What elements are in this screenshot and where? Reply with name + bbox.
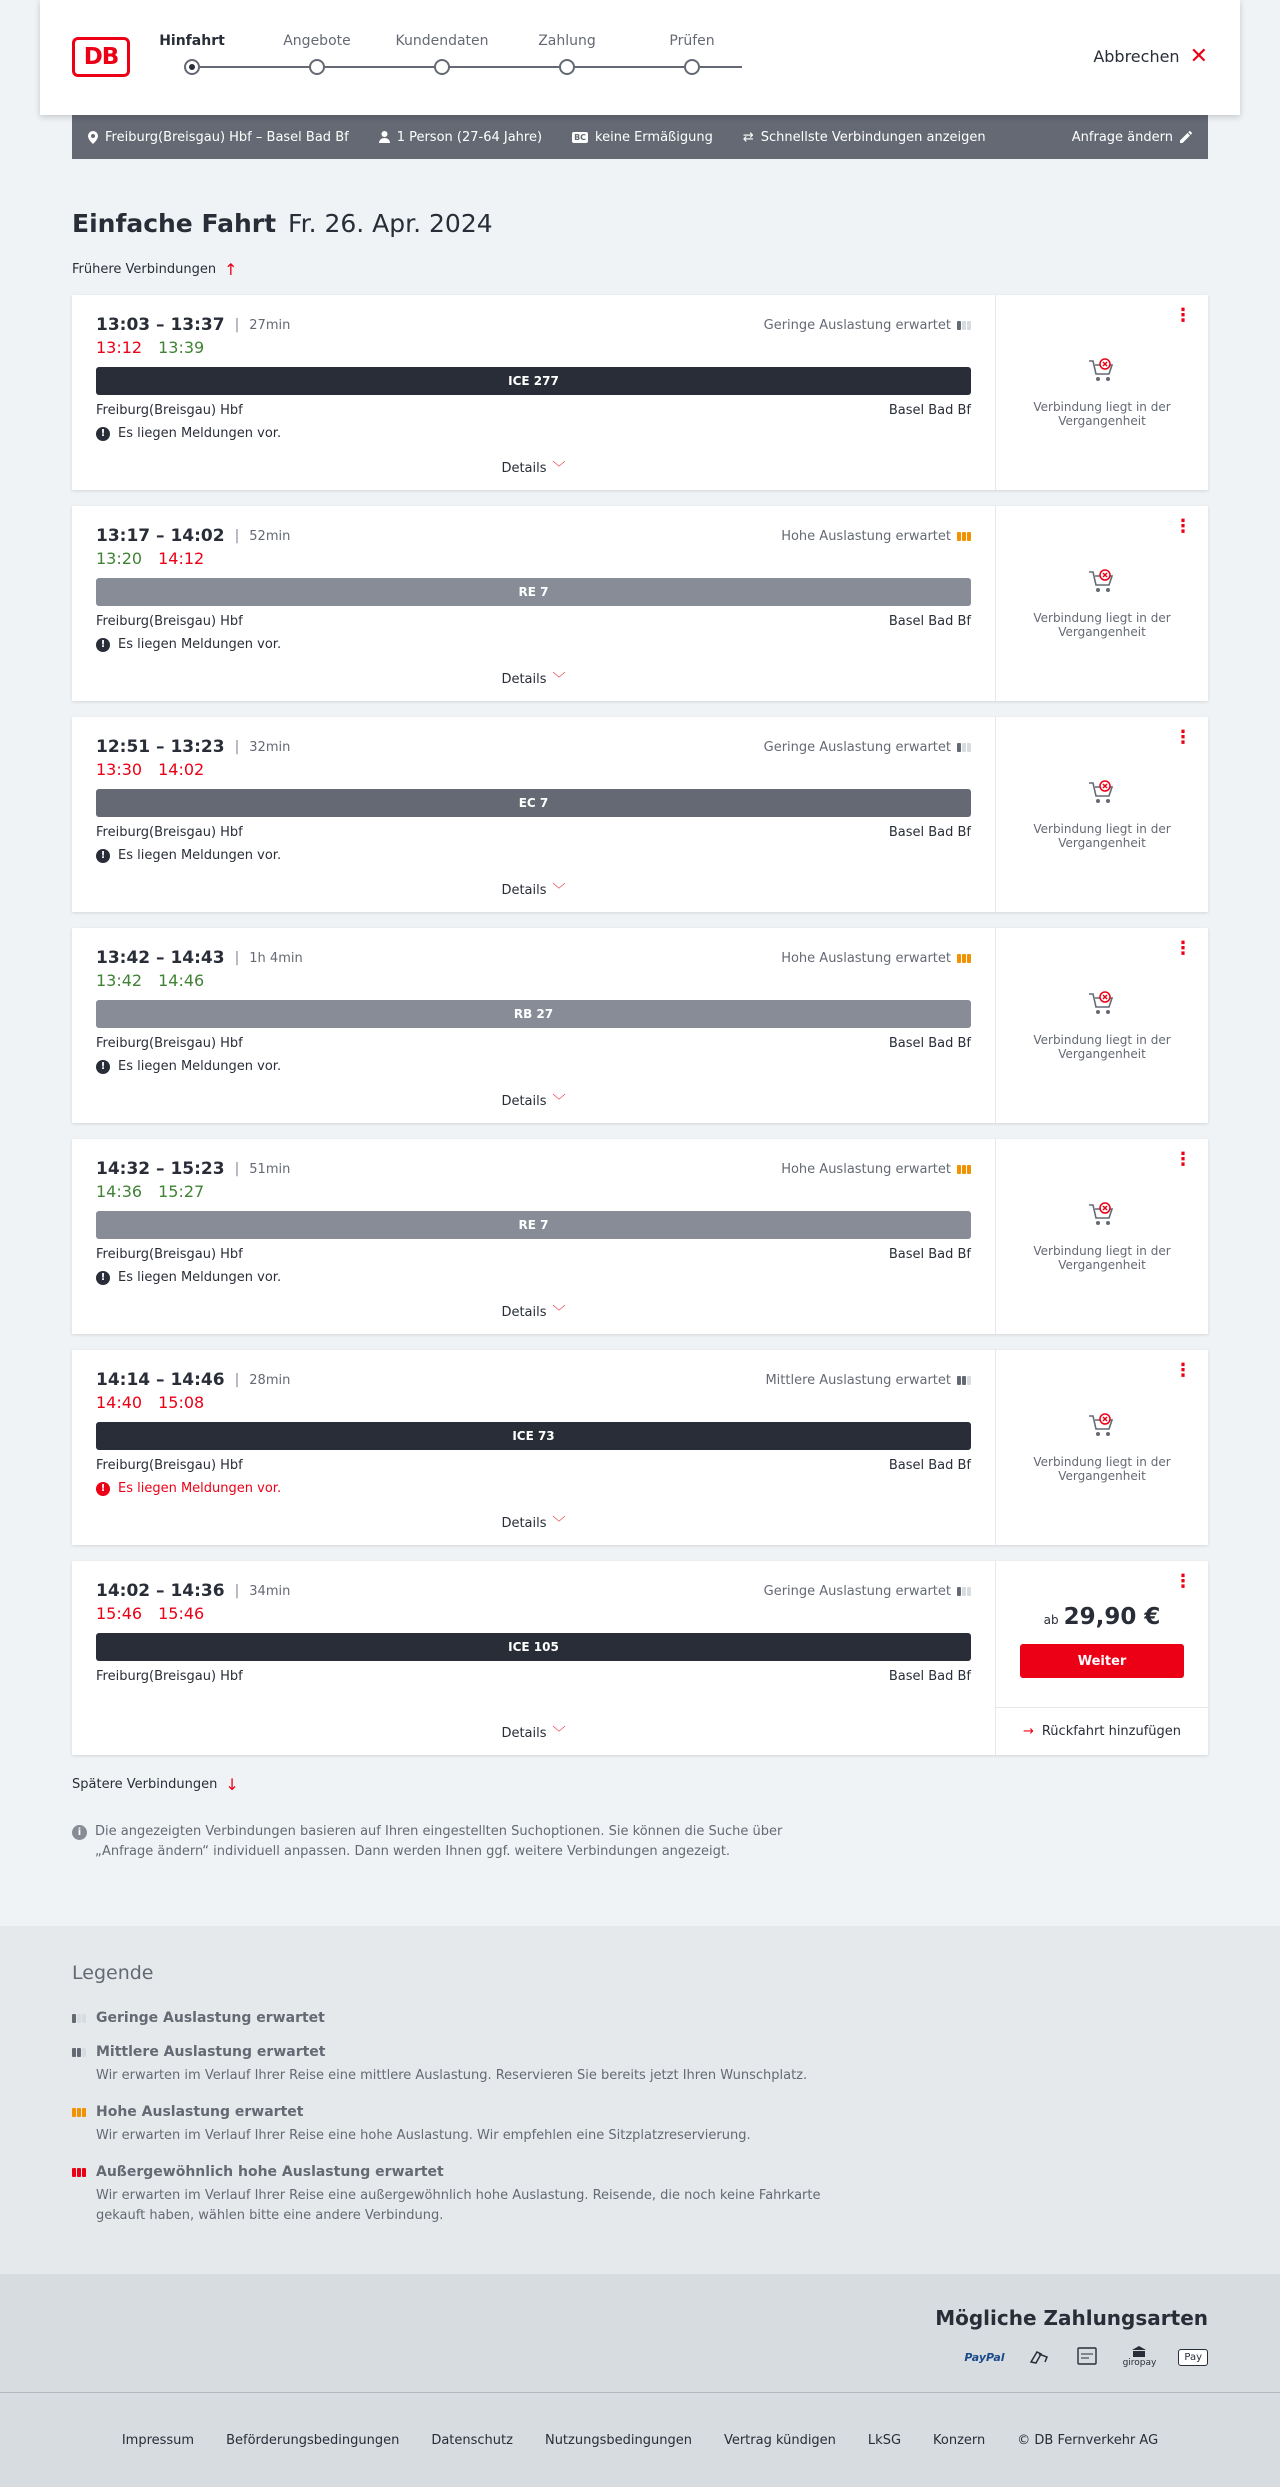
stations-row: [96, 1247, 971, 1262]
info-text: Die angezeigten Verbindungen basieren auf Ihren eingestellten Suchoptionen. Sie können die Suche über „Anfrage ändern“ individuell anpassen. Dann werden Ihnen ggf. weitere Verbindungen angezeigt.: [95, 1824, 783, 1859]
cart-unavailable-icon: [1087, 990, 1117, 1021]
chevron-down-icon: ﹀: [552, 883, 566, 898]
arrival-station: Basel Bad Bf: [888, 403, 971, 418]
times-group: [96, 948, 303, 968]
realtime-times: [96, 971, 971, 990]
step-dot: [684, 59, 700, 75]
details-toggle[interactable]: [96, 1722, 971, 1741]
passenger-text: 1 Person (27-64 Jahre): [396, 129, 543, 145]
past-connection-text: Verbindung liegt in der Vergangenheit: [1033, 611, 1171, 639]
legend-item-low: [72, 2010, 1208, 2026]
train-segment-bar[interactable]: RE 7: [96, 1211, 971, 1239]
arrival-station: Basel Bad Bf: [888, 1458, 971, 1473]
step-dot-active: [184, 59, 200, 75]
chevron-down-icon: ﹀: [552, 461, 566, 476]
times-group: [96, 1581, 290, 1601]
stations-row: [96, 1669, 971, 1684]
realtime-departure: 15:46: [96, 1604, 143, 1623]
arrival-station: Basel Bad Bf: [888, 614, 971, 629]
step-angebote[interactable]: [257, 33, 377, 53]
details-label: Details: [501, 672, 547, 687]
offer-panel: [996, 1561, 1208, 1755]
details-label: Details: [501, 1726, 547, 1741]
realtime-arrival: 14:46: [158, 971, 205, 990]
connection-card[interactable]: [72, 1139, 1208, 1334]
details-label: Details: [501, 1516, 547, 1531]
divider: |: [234, 1372, 240, 1388]
times-row: [96, 526, 971, 546]
arrow-down-icon: ↓: [225, 1775, 239, 1794]
discount-summary[interactable]: [572, 130, 713, 145]
legend-item-desc: Wir erwarten im Verlauf Ihrer Reise eine mittlere Auslastung. Reservieren Sie bereits jetzt Ihren Wunschplatz.: [96, 2068, 808, 2083]
train-segment-bar[interactable]: ICE 73: [96, 1422, 971, 1450]
details-toggle[interactable]: [96, 1090, 971, 1109]
apple-pay-label: Pay: [1184, 2351, 1202, 2363]
duration: 52min: [249, 528, 291, 544]
past-connection-text: Verbindung liegt in der Vergangenheit: [1033, 1455, 1171, 1483]
passenger-summary[interactable]: [379, 130, 542, 145]
stations-row: [96, 825, 971, 840]
payments-inner: [72, 2306, 1208, 2368]
details-label: Details: [501, 461, 547, 476]
offer-panel: [996, 1350, 1208, 1545]
more-options-icon[interactable]: ⋮: [1174, 305, 1192, 326]
cart-unavailable-icon: [1087, 1201, 1117, 1232]
details-toggle[interactable]: [96, 1301, 971, 1320]
details-toggle[interactable]: [96, 457, 971, 476]
step-dot: [309, 59, 325, 75]
arrow-right-icon: →: [1022, 1724, 1034, 1739]
cancel-label: Abbrechen: [1093, 47, 1180, 66]
legend-item-medium: [72, 2044, 1208, 2086]
legend-item-title: Geringe Auslastung erwartet: [96, 2010, 325, 2026]
departure-station: Freiburg(Breisgau) Hbf: [96, 1669, 243, 1684]
realtime-arrival: 15:08: [158, 1393, 205, 1412]
legend-head: [72, 2164, 1208, 2180]
edit-request-label: Anfrage ändern: [1071, 129, 1173, 145]
step-hinfahrt[interactable]: [132, 33, 252, 53]
realtime-arrival: 14:02: [158, 760, 205, 779]
alert-icon: !: [96, 1271, 110, 1285]
connection-info: [72, 1139, 996, 1334]
info-icon: i: [72, 1825, 87, 1840]
more-options-icon[interactable]: ⋮: [1174, 727, 1192, 748]
times-group: [96, 737, 290, 757]
footer-link-vertrag-kuendigen[interactable]: Vertrag kündigen: [723, 2432, 836, 2448]
occupancy-info: [764, 1584, 971, 1599]
realtime-times: [96, 760, 971, 779]
notice-text: Es liegen Meldungen vor.: [118, 637, 282, 652]
duration: 51min: [249, 1161, 291, 1177]
occupancy-info: [781, 951, 971, 966]
occupancy-text: Hohe Auslastung erwartet: [781, 1161, 951, 1177]
legend-item-desc: Wir erwarten im Verlauf Ihrer Reise eine außergewöhnlich hohe Auslastung. Reisende, die noch keine Fahrkarte gekauft haben, wählen bitte eine andere Verbindung.: [96, 2188, 821, 2223]
legend-item-title: Mittlere Auslastung erwartet: [96, 2044, 326, 2060]
notice-text: Es liegen Meldungen vor.: [118, 1270, 282, 1285]
times-group: [96, 1370, 290, 1390]
cancel-button[interactable]: [1093, 43, 1208, 69]
occupancy-extreme-icon: [72, 2168, 86, 2177]
connection-list: [72, 295, 1208, 1545]
occupancy-medium-icon: [957, 1376, 971, 1385]
more-options-icon[interactable]: ⋮: [1174, 1360, 1192, 1381]
bahncard-icon: BC: [574, 132, 587, 142]
duration: 1h 4min: [249, 950, 303, 966]
times-group: [96, 1159, 290, 1179]
offer-panel: [996, 717, 1208, 912]
times-group: [96, 526, 290, 546]
occupancy-text: Mittlere Auslastung erwartet: [765, 1372, 951, 1388]
occupancy-low-icon: [957, 743, 971, 752]
footer-link-nutzungsbedingungen[interactable]: Nutzungsbedingungen: [544, 2432, 692, 2448]
add-return-trip-button[interactable]: [996, 1707, 1208, 1755]
location-pin-icon: [88, 131, 98, 144]
times-row: [96, 1159, 971, 1179]
footer-link-impressum[interactable]: Impressum: [121, 2432, 195, 2448]
alert-icon: !: [96, 427, 110, 441]
past-connection-text: Verbindung liegt in der Vergangenheit: [1033, 400, 1171, 428]
chevron-down-icon: ﹀: [552, 672, 566, 687]
occupancy-text: Geringe Auslastung erwartet: [763, 1583, 951, 1599]
chevron-down-icon: ﹀: [552, 1305, 566, 1320]
arrival-station: Basel Bad Bf: [888, 1247, 971, 1262]
realtime-times: [96, 1182, 971, 1201]
realtime-departure: 13:42: [96, 971, 143, 990]
past-connection-text: Verbindung liegt in der Vergangenheit: [1033, 1033, 1171, 1061]
divider: |: [234, 950, 240, 966]
route-summary[interactable]: [88, 130, 349, 145]
cart-unavailable-icon: [1087, 568, 1117, 599]
later-connections-link[interactable]: [72, 1775, 1208, 1794]
duration: 28min: [249, 1372, 291, 1388]
arrival-station: Basel Bad Bf: [888, 1036, 971, 1051]
occupancy-high-icon: [957, 954, 971, 963]
legend-head: [72, 2044, 1208, 2060]
page-heading: [72, 209, 1208, 238]
footer-link-lksg[interactable]: LkSG: [867, 2432, 902, 2448]
more-options-icon[interactable]: ⋮: [1174, 1149, 1192, 1170]
times-row: [96, 737, 971, 757]
connection-info: [72, 506, 996, 701]
sepa-icon: [1075, 2346, 1101, 2368]
scheduled-times: 14:14 – 14:46: [96, 1370, 225, 1390]
train-segment-bar[interactable]: ICE 277: [96, 367, 971, 395]
occupancy-info: [764, 318, 971, 333]
connection-info: [72, 1561, 996, 1755]
route-text: Freiburg(Breisgau) Hbf – Basel Bad Bf: [105, 129, 349, 145]
scheduled-times: 12:51 – 13:23: [96, 737, 225, 757]
past-connection-text: Verbindung liegt in der Vergangenheit: [1033, 822, 1171, 850]
payment-methods-section: [0, 2274, 1280, 2392]
alert-icon: !: [96, 638, 110, 652]
train-segment-bar[interactable]: ICE 105: [96, 1633, 971, 1661]
departure-station: Freiburg(Breisgau) Hbf: [96, 1247, 243, 1262]
paypal-icon: PayPal: [964, 2350, 1005, 2364]
legend-section: [0, 1926, 1280, 2274]
times-group: [96, 315, 290, 335]
times-row: [96, 948, 971, 968]
legend-item-title: Außergewöhnlich hohe Auslastung erwartet: [96, 2164, 444, 2180]
times-row: [96, 315, 971, 335]
disruption-notice[interactable]: [96, 1059, 971, 1074]
occupancy-text: Geringe Auslastung erwartet: [763, 739, 951, 755]
legend-item-desc: Wir erwarten im Verlauf Ihrer Reise eine hohe Auslastung. Wir empfehlen eine Sitzplatzreservierung.: [96, 2128, 751, 2143]
stations-row: [96, 1036, 971, 1051]
giropay-label: giropay: [1122, 2358, 1157, 2368]
chevron-down-icon: ﹀: [552, 1516, 566, 1531]
departure-station: Freiburg(Breisgau) Hbf: [96, 825, 243, 840]
divider: |: [234, 739, 240, 755]
stations-row: [96, 614, 971, 629]
occupancy-medium-icon: [72, 2048, 86, 2057]
connection-card[interactable]: [72, 295, 1208, 490]
stations-row: [96, 403, 971, 418]
scheduled-times: 13:42 – 14:43: [96, 948, 225, 968]
page-title: Einfache Fahrt: [72, 209, 277, 238]
scheduled-times: 14:32 – 15:23: [96, 1159, 225, 1179]
realtime-arrival: 15:46: [158, 1604, 205, 1623]
details-label: Details: [501, 1094, 547, 1109]
realtime-arrival: 15:27: [158, 1182, 205, 1201]
duration: 27min: [249, 317, 291, 333]
search-summary-bar: [72, 115, 1208, 159]
travel-date: Fr. 26. Apr. 2024: [288, 209, 493, 238]
person-icon: [379, 131, 390, 143]
return-label: Rückfahrt hinzufügen: [1041, 1724, 1182, 1739]
legend: [72, 1962, 1208, 2226]
db-logo[interactable]: DB: [72, 37, 130, 77]
stepper-line: [192, 66, 742, 68]
realtime-departure: 14:40: [96, 1393, 143, 1412]
connection-info: [72, 1350, 996, 1545]
occupancy-low-icon: [957, 321, 971, 330]
more-options-icon[interactable]: ⋮: [1174, 1571, 1192, 1592]
pencil-icon: [1180, 131, 1192, 143]
realtime-arrival: 14:12: [158, 549, 205, 568]
legend-title: Legende: [72, 1962, 154, 1984]
details-label: Details: [501, 1305, 547, 1320]
later-label: Spätere Verbindungen: [72, 1777, 218, 1792]
occupancy-info: [765, 1373, 971, 1388]
alert-icon: !: [96, 1060, 110, 1074]
occupancy-text: Hohe Auslastung erwartet: [781, 950, 951, 966]
realtime-times: [96, 549, 971, 568]
legend-item-extreme: [72, 2164, 1208, 2226]
fastest-connections-toggle[interactable]: [743, 130, 986, 145]
apple-pay-icon: [1178, 2349, 1208, 2366]
step-label: Kundendaten: [395, 33, 489, 49]
fastest-text: Schnellste Verbindungen anzeigen: [760, 129, 986, 145]
realtime-departure: 13:20: [96, 549, 143, 568]
cart-unavailable-icon: [1087, 357, 1117, 388]
close-icon: ✕: [1189, 43, 1208, 69]
alert-icon: !: [96, 1482, 110, 1496]
connection-card-offer[interactable]: [72, 1561, 1208, 1755]
legend-item-title: Hohe Auslastung erwartet: [96, 2104, 304, 2120]
offer-panel: [996, 928, 1208, 1123]
footer-copyright: © DB Fernverkehr AG: [1017, 2432, 1159, 2448]
duration: 32min: [249, 739, 291, 755]
credit-card-hand-icon: [1027, 2346, 1053, 2368]
payment-icons: [72, 2346, 1208, 2368]
departure-station: Freiburg(Breisgau) Hbf: [96, 403, 243, 418]
search-info-note: [72, 1822, 832, 1862]
price-amount: 29,90 €: [1063, 1604, 1161, 1630]
header: [40, 0, 1240, 115]
departure-station: Freiburg(Breisgau) Hbf: [96, 1036, 243, 1051]
occupancy-high-icon: [72, 2108, 86, 2117]
duration: 34min: [249, 1583, 291, 1599]
scheduled-times: 14:02 – 14:36: [96, 1581, 225, 1601]
train-segment-bar[interactable]: EC 7: [96, 789, 971, 817]
divider: |: [234, 1161, 240, 1177]
stations-row: [96, 1458, 971, 1473]
disruption-notice[interactable]: [96, 848, 971, 863]
more-options-icon[interactable]: ⋮: [1174, 938, 1192, 959]
offer-panel: [996, 506, 1208, 701]
times-row: [96, 1370, 971, 1390]
scheduled-times: 13:03 – 13:37: [96, 315, 225, 335]
disruption-notice[interactable]: [96, 1481, 971, 1496]
giropay-icon: [1123, 2346, 1157, 2368]
progress-stepper: [159, 33, 752, 83]
cart-unavailable-icon: [1087, 1412, 1117, 1443]
more-options-icon[interactable]: ⋮: [1174, 516, 1192, 537]
occupancy-high-icon: [957, 532, 971, 541]
cart-unavailable-icon: [1087, 779, 1117, 810]
occupancy-info: [781, 1162, 971, 1177]
divider: |: [234, 528, 240, 544]
notice-text: Es liegen Meldungen vor.: [118, 1059, 282, 1074]
realtime-times: [96, 338, 971, 357]
departure-station: Freiburg(Breisgau) Hbf: [96, 1458, 243, 1473]
step-label: Zahlung: [538, 33, 596, 49]
step-dot: [559, 59, 575, 75]
step-label: Prüfen: [669, 33, 715, 49]
step-kundendaten[interactable]: [382, 33, 502, 53]
notice-text: Es liegen Meldungen vor.: [118, 848, 282, 863]
step-pruefen[interactable]: [632, 33, 752, 53]
realtime-times: [96, 1604, 971, 1623]
connection-card[interactable]: [72, 1350, 1208, 1545]
payment-methods-title: Mögliche Zahlungsarten: [935, 2306, 1208, 2330]
price: [1044, 1604, 1161, 1630]
occupancy-low-icon: [957, 1587, 971, 1596]
discount-text: keine Ermäßigung: [595, 129, 713, 145]
disruption-notice[interactable]: [96, 426, 971, 441]
disruption-notice[interactable]: [96, 637, 971, 652]
footer-link-befoerderungsbedingungen[interactable]: Beförderungsbedingungen: [226, 2432, 400, 2448]
occupancy-info: [781, 529, 971, 544]
realtime-departure: 13:12: [96, 338, 143, 357]
occupancy-text: Geringe Auslastung erwartet: [763, 317, 951, 333]
legend-head: [72, 2104, 1208, 2120]
realtime-departure: 14:36: [96, 1182, 143, 1201]
details-toggle[interactable]: [96, 1512, 971, 1531]
legend-item-high: [72, 2104, 1208, 2146]
times-row: [96, 1581, 971, 1601]
swap-arrows-icon: ⇄: [742, 129, 754, 145]
occupancy-text: Hohe Auslastung erwartet: [781, 528, 951, 544]
connection-info: [72, 928, 996, 1123]
step-zahlung[interactable]: [507, 33, 627, 53]
occupancy-high-icon: [957, 1165, 971, 1174]
chevron-down-icon: ﹀: [552, 1726, 566, 1741]
occupancy-info: [764, 740, 971, 755]
alert-icon: !: [96, 849, 110, 863]
arrow-up-icon: ↑: [224, 260, 238, 279]
details-toggle[interactable]: [96, 668, 971, 687]
offer-panel: [996, 295, 1208, 490]
notice-text: Es liegen Meldungen vor.: [118, 1481, 282, 1496]
edit-request-button[interactable]: [1072, 130, 1192, 145]
train-segment-bar[interactable]: RE 7: [96, 578, 971, 606]
main-content: [72, 209, 1208, 1862]
details-label: Details: [501, 883, 547, 898]
arrival-station: Basel Bad Bf: [888, 1669, 971, 1684]
price-prefix: ab: [1043, 1613, 1059, 1627]
connection-info: [72, 295, 996, 490]
realtime-arrival: 13:39: [158, 338, 205, 357]
footer-link-datenschutz[interactable]: Datenschutz: [431, 2432, 513, 2448]
details-toggle[interactable]: [96, 879, 971, 898]
connection-card[interactable]: [72, 506, 1208, 701]
divider: |: [234, 317, 240, 333]
earlier-connections-link[interactable]: [72, 260, 1208, 279]
continue-button[interactable]: Weiter: [1020, 1644, 1184, 1678]
divider: |: [234, 1583, 240, 1599]
footer-link-konzern[interactable]: Konzern: [933, 2432, 986, 2448]
footer: [0, 2392, 1280, 2487]
earlier-label: Frühere Verbindungen: [72, 262, 217, 277]
connection-card[interactable]: [72, 928, 1208, 1123]
past-connection-text: Verbindung liegt in der Vergangenheit: [1033, 1244, 1171, 1272]
realtime-times: [96, 1393, 971, 1412]
step-label: Angebote: [283, 33, 351, 49]
connection-card[interactable]: [72, 717, 1208, 912]
scheduled-times: 13:17 – 14:02: [96, 526, 225, 546]
occupancy-low-icon: [72, 2014, 86, 2023]
notice-text: Es liegen Meldungen vor.: [118, 426, 282, 441]
offer-panel: [996, 1139, 1208, 1334]
legend-head: [72, 2010, 1208, 2026]
train-segment-bar[interactable]: RB 27: [96, 1000, 971, 1028]
chevron-down-icon: ﹀: [552, 1094, 566, 1109]
arrival-station: Basel Bad Bf: [888, 825, 971, 840]
disruption-notice[interactable]: [96, 1270, 971, 1285]
connection-info: [72, 717, 996, 912]
step-label: Hinfahrt: [159, 33, 225, 49]
realtime-departure: 13:30: [96, 760, 143, 779]
step-dot: [434, 59, 450, 75]
departure-station: Freiburg(Breisgau) Hbf: [96, 614, 243, 629]
